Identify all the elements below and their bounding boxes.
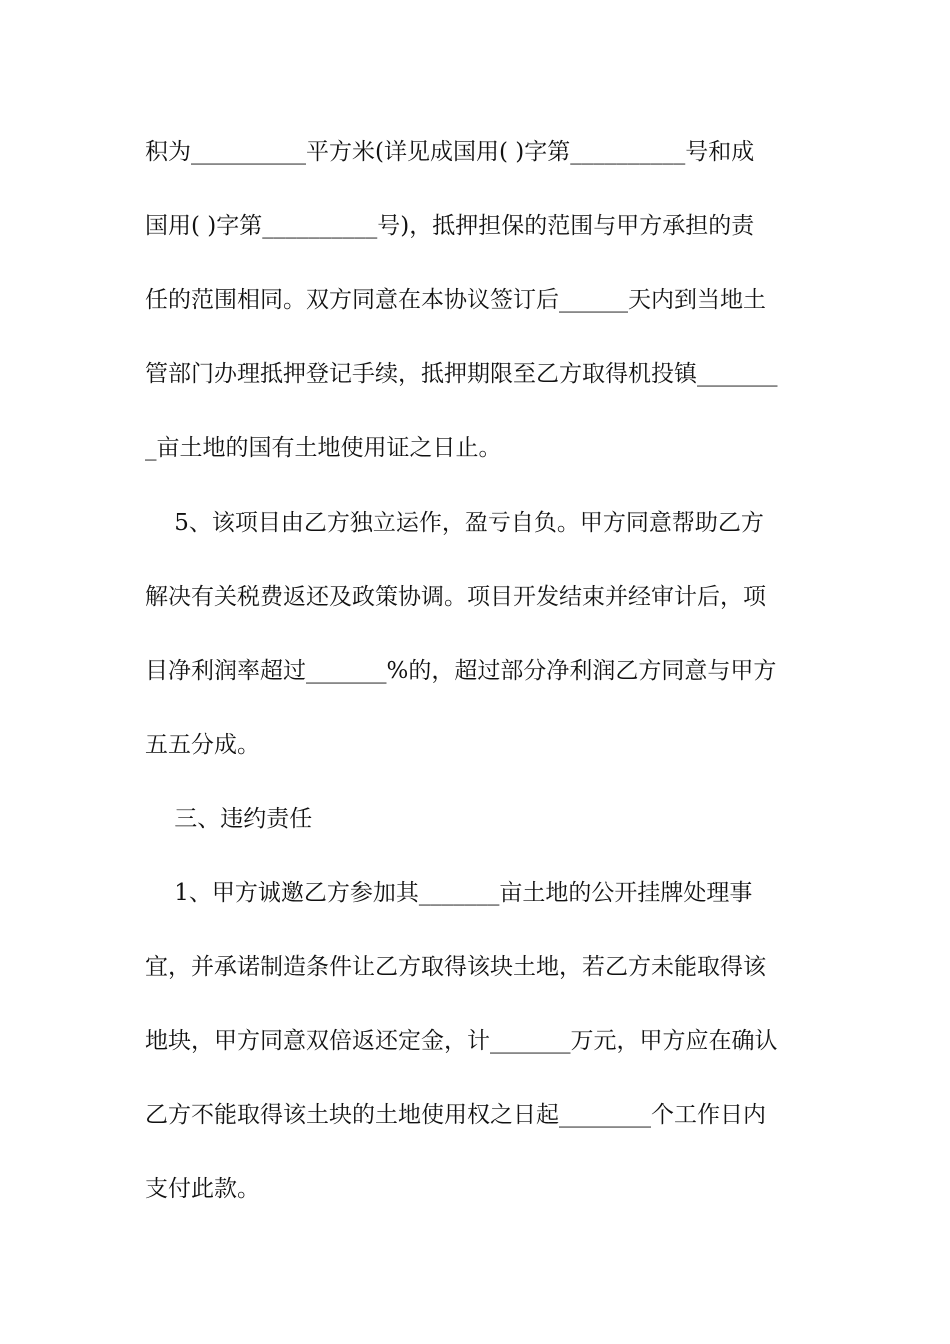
- text-line: 国用( )字第__________号)，抵押担保的范围与甲方承担的责: [145, 213, 755, 239]
- text-line: 乙方不能取得该土块的土地使用权之日起________个工作日内: [145, 1102, 766, 1128]
- section-heading: 三、违约责任: [145, 806, 313, 832]
- text-line: 地块，甲方同意双倍返还定金，计_______万元，甲方应在确认: [145, 1028, 778, 1054]
- text-line: 目净利润率超过_______%的，超过部分净利润乙方同意与甲方: [145, 658, 777, 684]
- text-line: 五五分成。: [145, 732, 260, 758]
- text-line: 支付此款。: [145, 1176, 260, 1202]
- text-line: _亩土地的国有土地使用证之日止。: [145, 435, 502, 461]
- text-line: 管部门办理抵押登记手续，抵押期限至乙方取得机投镇_______: [145, 361, 778, 387]
- text-line: 积为__________平方米(详见成国用( )字第__________号和成: [145, 139, 755, 165]
- text-line: 解决有关税费返还及政策协调。项目开发结束并经审计后，项: [145, 584, 766, 610]
- text-line: 5、该项目由乙方独立运作，盈亏自负。甲方同意帮助乙方: [145, 510, 764, 536]
- text-line: 1、甲方诚邀乙方参加其_______亩土地的公开挂牌处理事: [145, 880, 753, 906]
- text-line: 任的范围相同。双方同意在本协议签订后______天内到当地土: [145, 287, 766, 313]
- text-line: 宜，并承诺制造条件让乙方取得该块土地，若乙方未能取得该: [145, 954, 766, 980]
